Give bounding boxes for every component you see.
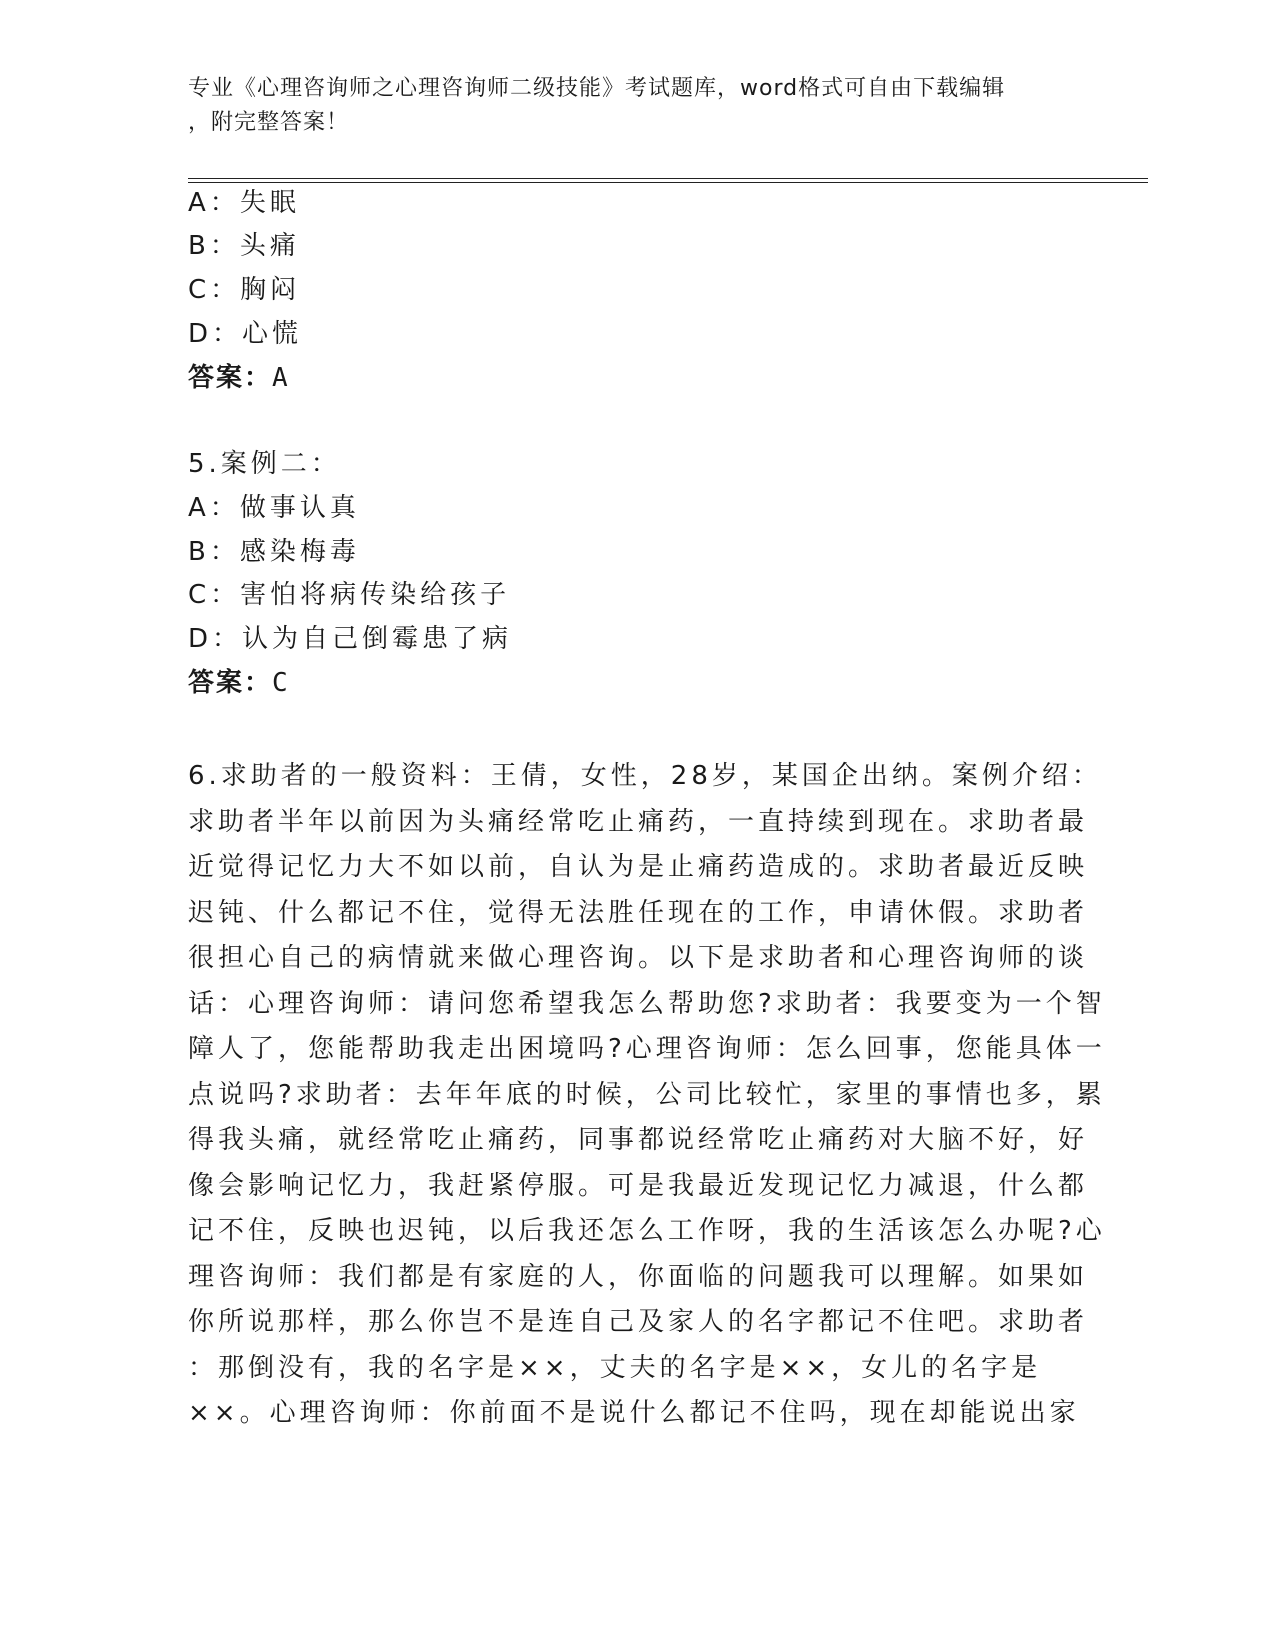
answer-label: 答案： (188, 668, 273, 698)
paragraph-line: 近觉得记忆力大不如以前，自认为是止痛药造成的。求助者最近反映 (188, 852, 1089, 882)
option-key: D (188, 319, 213, 349)
paragraph-line: ××。心理咨询师：你前面不是说什么都记不住吗，现在却能说出家 (188, 1398, 1080, 1428)
option-text: 头痛 (239, 231, 300, 261)
option-key: A (188, 188, 210, 218)
paragraph-line: 像会影响记忆力，我赶紧停服。可是我最近发现记忆力减退，什么都 (188, 1170, 1089, 1201)
option-key: A (188, 493, 210, 523)
header-divider-bottom (188, 182, 1148, 183)
document-header (188, 72, 1068, 140)
option-key: B (188, 231, 210, 261)
header-line-1: 专业《心理咨询师之心理咨询师二级技能》考试题库，word格式可自由下载编辑 (188, 76, 1006, 101)
q4-option-a: A：失眠 (188, 188, 300, 218)
answer-value: A (272, 363, 290, 393)
option-key: C (188, 580, 211, 610)
option-text: 害怕将病传染给孩子 (240, 580, 511, 610)
paragraph-line: 理咨询师：我们都是有家庭的人，你面临的问题我可以理解。如果如 (188, 1261, 1089, 1292)
q4-option-d: D：心慌 (188, 319, 303, 349)
q5-option-d: D：认为自己倒霉患了病 (188, 624, 513, 654)
q4-answer (188, 363, 290, 393)
option-text: 感染梅毒 (239, 537, 360, 567)
q5-option-a: A：做事认真 (188, 493, 360, 523)
option-text: 胸闷 (240, 275, 301, 305)
option-text: 心慌 (242, 319, 303, 349)
paragraph-line: 求助者半年以前因为头痛经常吃止痛药，一直持续到现在。求助者最 (188, 806, 1089, 837)
q4-option-c: C：胸闷 (188, 275, 301, 305)
paragraph-line: 很担心自己的病情就来做心理咨询。以下是求助者和心理咨询师的谈 (188, 943, 1089, 973)
header-line-2: ，附完整答案！ (188, 110, 350, 135)
paragraph-line: 得我头痛，就经常吃止痛药，同事都说经常吃止痛药对大脑不好，好 (188, 1125, 1089, 1155)
paragraph-line: 你所说那样，那么你岂不是连自己及家人的名字都记不住吧。求助者 (188, 1307, 1089, 1337)
paragraph-line: 点说吗?求助者：去年年底的时候，公司比较忙，家里的事情也多，累 (188, 1079, 1106, 1110)
paragraph-line: 6.求助者的一般资料：王倩，女性，28岁，某国企出纳。案例介绍： (188, 761, 1102, 791)
q5-option-b: B：感染梅毒 (188, 537, 360, 567)
option-key: B (188, 537, 210, 567)
paragraph-line: 记不住，反映也迟钝，以后我还怎么工作呀，我的生活该怎么办呢?心 (188, 1216, 1106, 1246)
header-divider-top (188, 178, 1148, 179)
option-key: D (188, 624, 213, 654)
q5-answer (188, 668, 290, 698)
q6-case-text (188, 754, 1106, 1437)
option-text: 做事认真 (239, 493, 360, 523)
option-key: C (188, 275, 211, 305)
option-text: 认为自己倒霉患了病 (242, 624, 513, 654)
q5-title: 5.案例二： (188, 449, 341, 479)
q4-option-b: B：头痛 (188, 231, 300, 261)
paragraph-line: 迟钝、什么都记不住，觉得无法胜任现在的工作，申请休假。求助者 (188, 897, 1089, 928)
answer-value: C (272, 668, 290, 698)
answer-label: 答案： (188, 363, 273, 393)
option-text: 失眠 (239, 188, 300, 218)
q5-option-c: C：害怕将病传染给孩子 (188, 580, 511, 610)
paragraph-line: 话：心理咨询师：请问您希望我怎么帮助您?求助者：我要变为一个智 (188, 988, 1106, 1019)
paragraph-line: ：那倒没有，我的名字是××，丈夫的名字是××，女儿的名字是 (188, 1352, 1042, 1383)
paragraph-line: 障人了，您能帮助我走出困境吗?心理咨询师：怎么回事，您能具体一 (188, 1034, 1106, 1064)
